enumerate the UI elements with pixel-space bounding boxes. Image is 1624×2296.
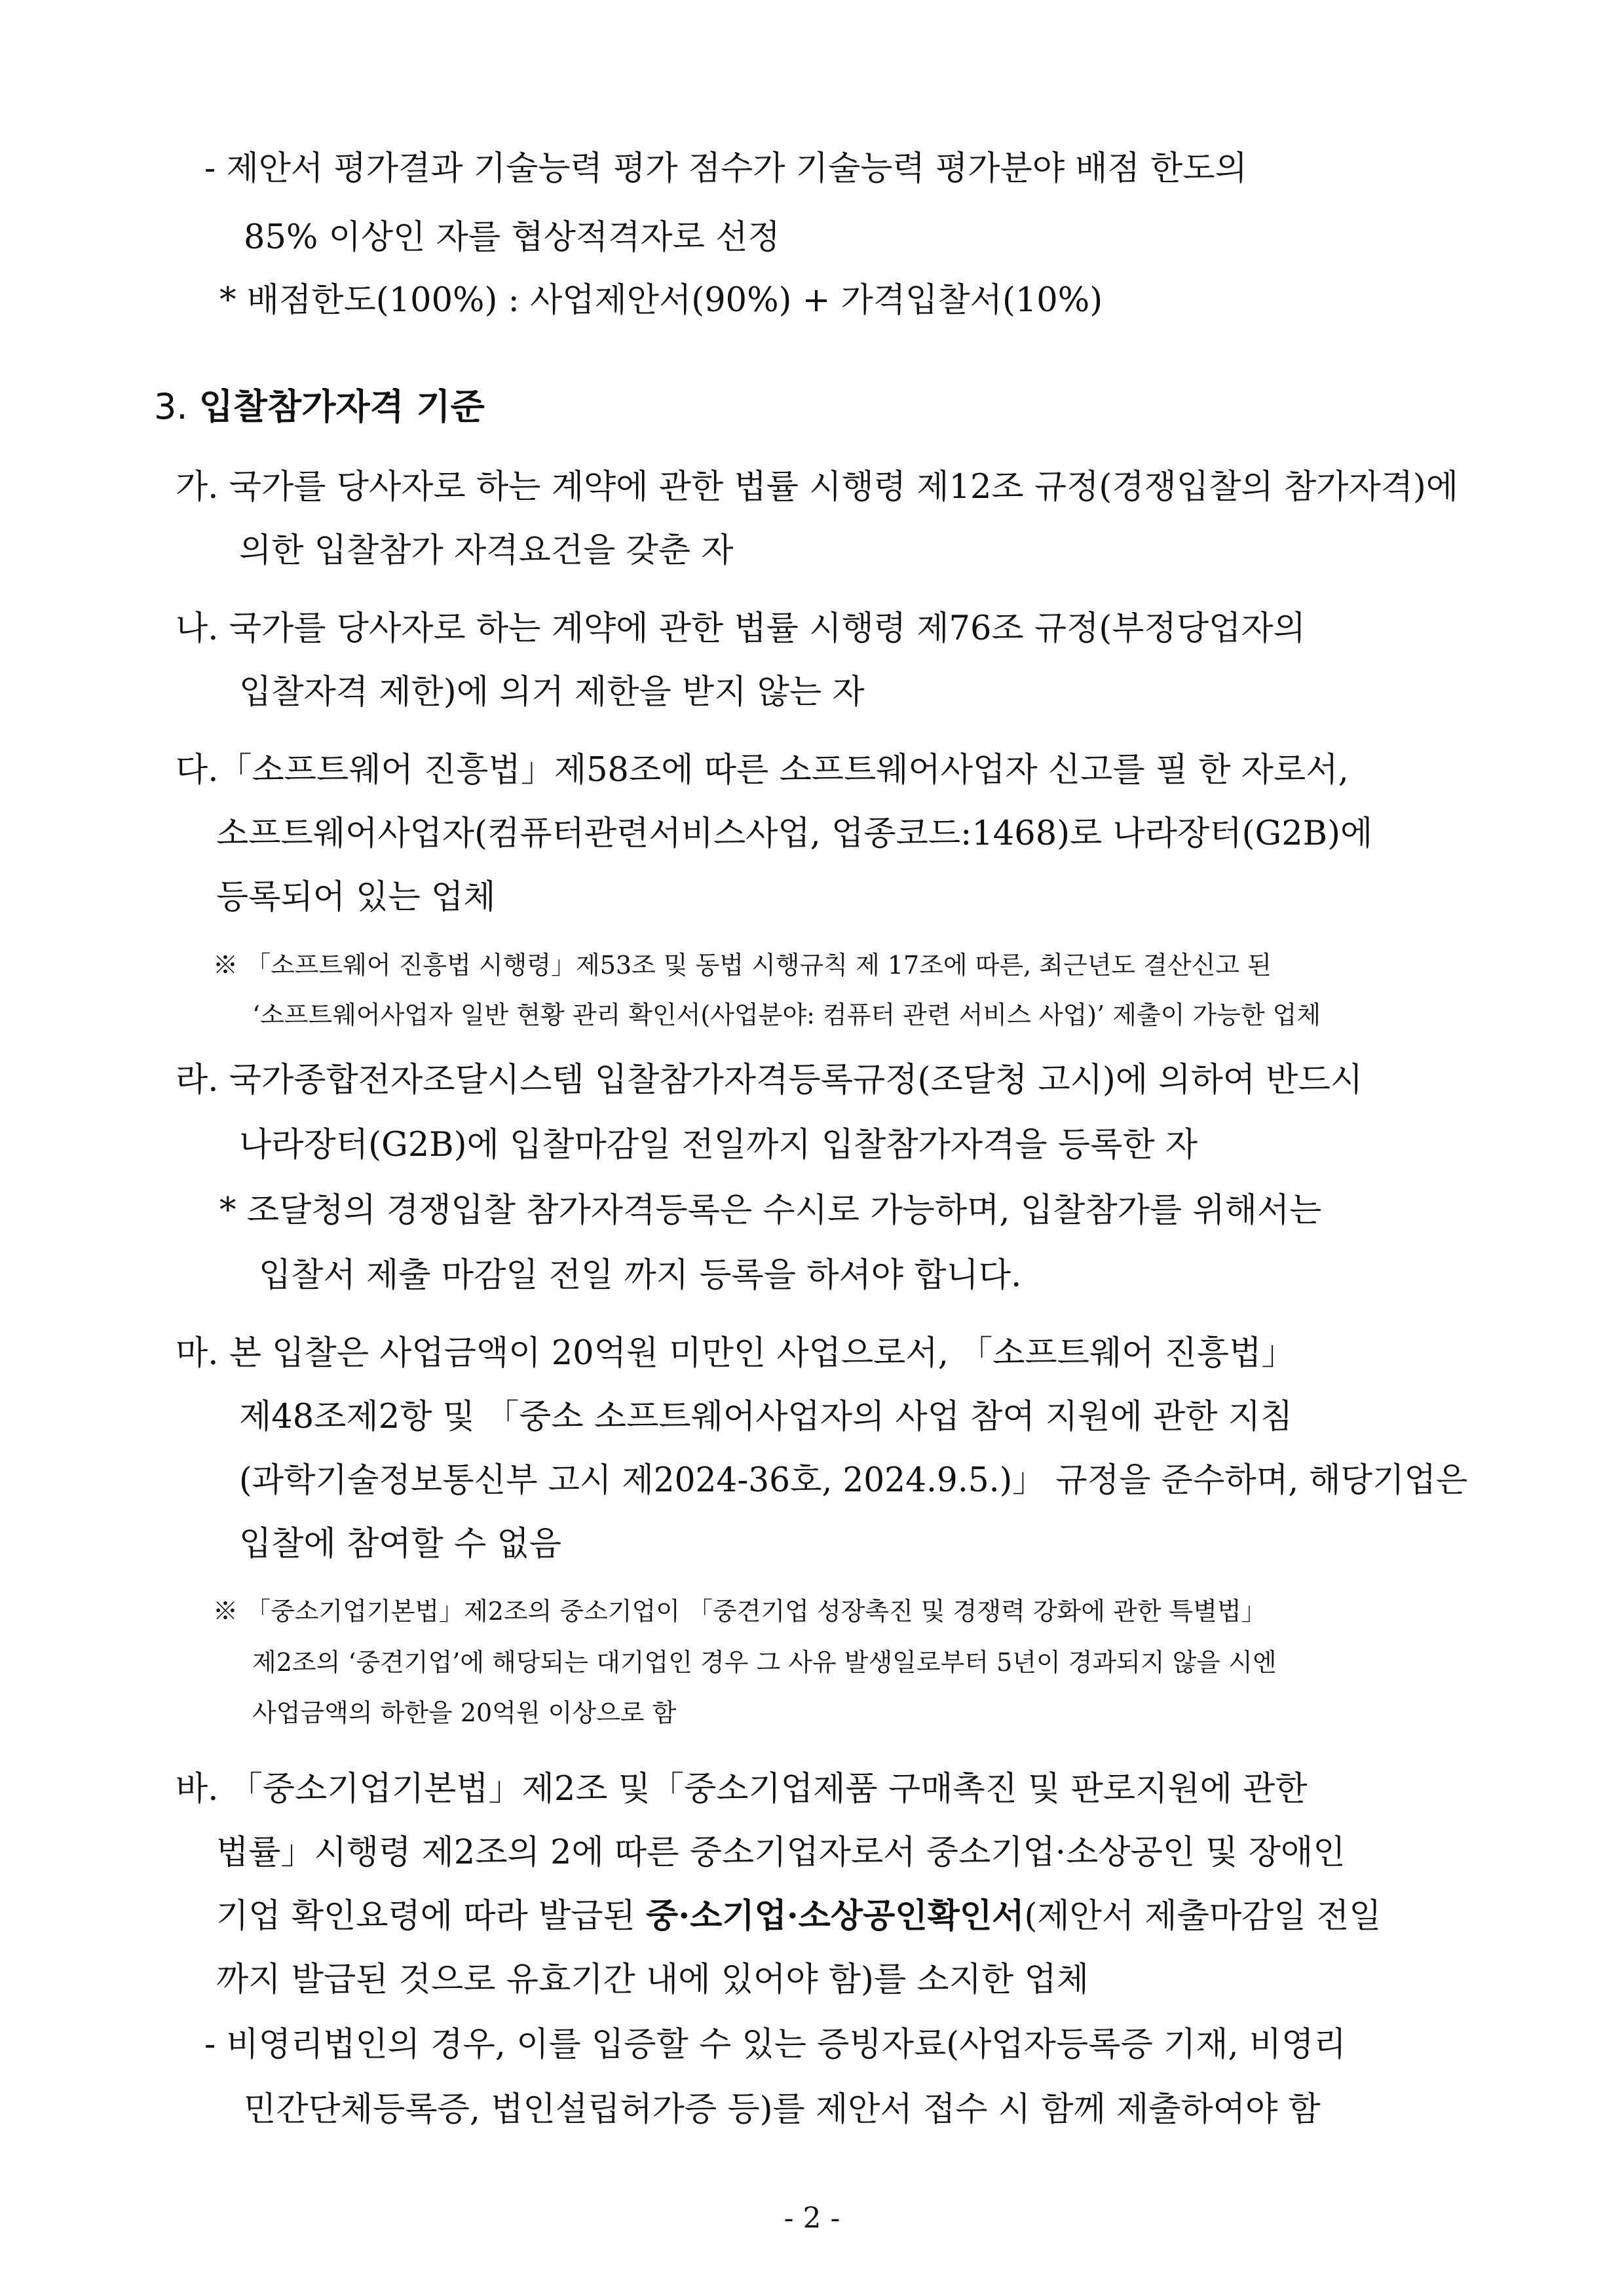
item-ba-dash-2: 민간단체등록증, 법인설립허가증 등)를 제안서 접수 시 함께 제출하여야 함	[244, 2090, 1321, 2129]
item-ma-line-2: 제48조제2항 및 「중소 소프트웨어사업자의 사업 참여 지원에 관한 지침	[239, 1398, 1293, 1436]
item-ma-note-3: 사업금액의 하한을 20억원 이상으로 함	[252, 1698, 677, 1727]
dash-line-1: - 제안서 평가결과 기술능력 평가 점수가 기술능력 평가분야 배점 한도의	[204, 149, 1247, 188]
item-ba-dash-1: - 비영리법인의 경우, 이를 입증할 수 있는 증빙자료(사업자등록증 기재, 비영리	[204, 2025, 1346, 2064]
item-ba-line-2: 법률」시행령 제2조의 2에 따른 중소기업자로서 중소기업·소상공인 및 장애인	[216, 1833, 1346, 1872]
section-title: 입찰참가자격 기준	[198, 386, 485, 427]
item-ba-line-1: 바. 「중소기업기본법」제2조 및「중소기업제품 구매촉진 및 판로지원에 관한	[176, 1770, 1308, 1808]
item-ra-line-2: 나라장터(G2B)에 입찰마감일 전일까지 입찰참가자격을 등록한 자	[239, 1126, 1198, 1164]
item-ra-star-1: * 조달청의 경쟁입찰 참가자격등록은 수시로 가능하며, 입찰참가를 위해서는	[219, 1191, 1322, 1230]
item-ra-line-1: 라. 국가종합전자조달시스템 입찰참가자격등록규정(조달청 고시)에 의하여 반드시	[176, 1061, 1363, 1100]
item-ma-line-3: (과학기술정보통신부 고시 제2024-36호, 2024.9.5.)」 규정을 준수하며, 해당기업은	[239, 1461, 1468, 1500]
item-ma-line-4: 입찰에 참여할 수 없음	[239, 1525, 562, 1563]
item-da-line-2: 소프트웨어사업자(컴퓨터관련서비스사업, 업종코드:1468)로 나라장터(G2B)에	[216, 814, 1373, 853]
item-da-note-2: ‘소프트웨어사업자 일반 현황 관리 확인서(사업분야: 컴퓨터 관련 서비스 사업)’ 제출이 가능한 업체	[252, 1001, 1321, 1029]
sme-certificate-name: 중·소기업·소상공인확인서	[646, 1896, 1025, 1936]
score-allocation-note: * 배점한도(100%) : 사업제안서(90%) + 가격입찰서(10%)	[219, 281, 1103, 320]
item-ga-line-1: 가. 국가를 당사자로 하는 계약에 관한 법률 시행령 제12조 규정(경쟁입찰의 참가자격)에	[176, 468, 1459, 507]
item-ga-line-2: 의한 입찰참가 자격요건을 갖춘 자	[239, 531, 734, 570]
item-ra-star-2: 입찰서 제출 마감일 전일 까지 등록을 하셔야 합니다.	[259, 1256, 1022, 1295]
item-ba-line-3	[216, 1896, 1382, 1936]
item-ma-line-1: 마. 본 입찰은 사업금액이 20억원 미만인 사업으로서, 「소프트웨어 진흥법」	[176, 1334, 1295, 1373]
section-number: 3.	[154, 386, 188, 427]
item-ba-line-3-end: (제안서 제출마감일 전일	[1024, 1897, 1382, 1936]
item-na-line-2: 입찰자격 제한)에 의거 제한을 받지 않는 자	[239, 673, 865, 712]
dash-line-2: 85% 이상인 자를 협상적격자로 선정	[244, 218, 780, 257]
item-da-line-3: 등록되어 있는 업체	[216, 878, 496, 917]
item-ma-note-1: ※ 「중소기업기본법」제2조의 중소기업이 「중견기업 성장촉진 및 경쟁력 강화에 관한 특별법」	[213, 1597, 1266, 1626]
item-ba-line-3-start: 기업 확인요령에 따라 발급된	[216, 1897, 647, 1936]
item-da-note-1: ※ 「소프트웨어 진흥법 시행령」제53조 및 동법 시행규칙 제 17조에 따른, 최근년도 결산신고 된	[213, 951, 1272, 980]
page-number: - 2 -	[784, 2202, 840, 2235]
item-da-line-1: 다.「소프트웨어 진흥법」제58조에 따른 소프트웨어사업자 신고를 필 한 자로서,	[176, 751, 1349, 790]
item-ma-note-2: 제2조의 ‘중견기업’에 해당되는 대기업인 경우 그 사유 발생일로부터 5년이 경과되지 않을 시엔	[252, 1648, 1277, 1677]
item-na-line-1: 나. 국가를 당사자로 하는 계약에 관한 법률 시행령 제76조 규정(부정당업자의	[176, 609, 1306, 648]
section-heading	[154, 386, 485, 427]
item-ba-line-4: 까지 발급된 것으로 유효기간 내에 있어야 함)를 소지한 업체	[216, 1961, 1089, 1999]
